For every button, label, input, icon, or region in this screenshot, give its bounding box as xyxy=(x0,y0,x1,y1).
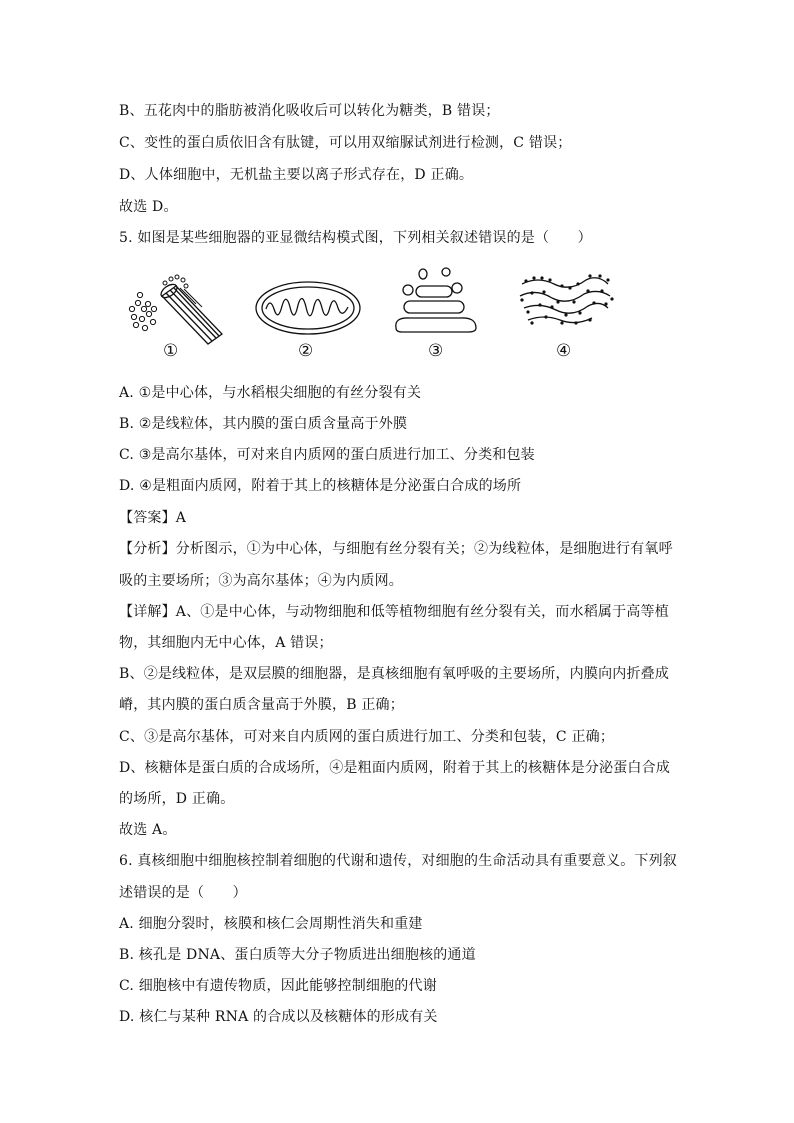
q5-option-d: D. ④是粗面内质网，附着于其上的核糖体是分泌蛋白合成的场所 xyxy=(119,478,522,494)
q5-detail-d-line-2: 的场所，D 正确。 xyxy=(119,791,235,807)
q6-option-a: A. 细胞分裂时，核膜和核仁会周期性消失和重建 xyxy=(119,916,423,932)
q5-option-b: B. ②是线粒体，其内膜的蛋白质含量高于外膜 xyxy=(119,416,408,432)
q6-option-d: D. 核仁与某种 RNA 的合成以及核糖体的形成有关 xyxy=(119,1009,438,1025)
q5-option-a: A. ①是中心体，与水稻根尖细胞的有丝分裂有关 xyxy=(119,385,422,401)
q5-detail-a-line-2: 物，其细胞内无中心体，A 错误； xyxy=(119,635,333,651)
q5-detail-c: C、③是高尔基体，可对来自内质网的蛋白质进行加工、分类和包装，C 正确； xyxy=(119,729,615,745)
q5-detail-b-line-2: 嵴，其内膜的蛋白质含量高于外膜，B 正确； xyxy=(119,697,404,713)
golgi-drawing xyxy=(396,268,476,332)
q5-detail-b-line-1: B、②是线粒体，是双层膜的细胞器，是真核细胞有氧呼吸的主要场所，内膜向内折叠成 xyxy=(119,666,670,682)
q5-conclusion: 故选 A。 xyxy=(119,822,177,838)
prev-option-b-explanation: B、五花肉中的脂肪被消化吸收后可以转化为糖类，B 错误； xyxy=(119,103,500,119)
figure-label-3: ③ xyxy=(428,341,444,361)
q6-option-b: B. 核孔是 DNA、蛋白质等大分子物质进出细胞核的通道 xyxy=(119,947,476,963)
rough-er-drawing xyxy=(520,274,614,324)
q5-stem: 5. 如图是某些细胞器的亚显微结构模式图，下列相关叙述错误的是（ ） xyxy=(119,230,592,246)
q6-stem-line-2: 述错误的是（ ） xyxy=(119,885,247,901)
figure-label-1: ① xyxy=(163,341,179,361)
q5-analysis-line-1: 【分析】分析图示，①为中心体，与细胞有丝分裂有关；②为线粒体，是细胞进行有氧呼 xyxy=(119,541,673,557)
q5-option-c: C. ③是高尔基体，可对来自内质网的蛋白质进行加工、分类和包装 xyxy=(119,447,535,463)
q6-option-c: C. 细胞核中有遗传物质，因此能够控制细胞的代谢 xyxy=(119,978,437,994)
q5-detail-a-line-1: 【详解】A、①是中心体，与动物细胞和低等植物细胞有丝分裂有关，而水稻属于高等植 xyxy=(119,604,669,620)
prev-conclusion: 故选 D。 xyxy=(119,199,178,215)
figure-label-4: ④ xyxy=(556,341,572,361)
q5-analysis-line-2: 吸的主要场所；③为高尔基体；④为内质网。 xyxy=(119,573,403,589)
prev-option-c-explanation: C、变性的蛋白质依旧含有肽键，可以用双缩脲试剂进行检测，C 错误； xyxy=(119,135,572,151)
organelle-figure xyxy=(118,262,618,366)
mitochondrion-drawing xyxy=(256,282,360,334)
prev-option-d-explanation: D、人体细胞中，无机盐主要以离子形式存在，D 正确。 xyxy=(119,167,474,183)
q5-answer: 【答案】A xyxy=(119,510,187,526)
figure-label-2: ② xyxy=(298,341,314,361)
q6-stem-line-1: 6. 真核细胞中细胞核控制着细胞的代谢和遗传，对细胞的生命活动具有重要意义。下列叙 xyxy=(119,853,678,869)
q5-detail-d-line-1: D、核糖体是蛋白质的合成场所，④是粗面内质网，附着于其上的核糖体是分泌蛋白合成 xyxy=(119,760,671,776)
centriole-drawing xyxy=(129,275,222,344)
